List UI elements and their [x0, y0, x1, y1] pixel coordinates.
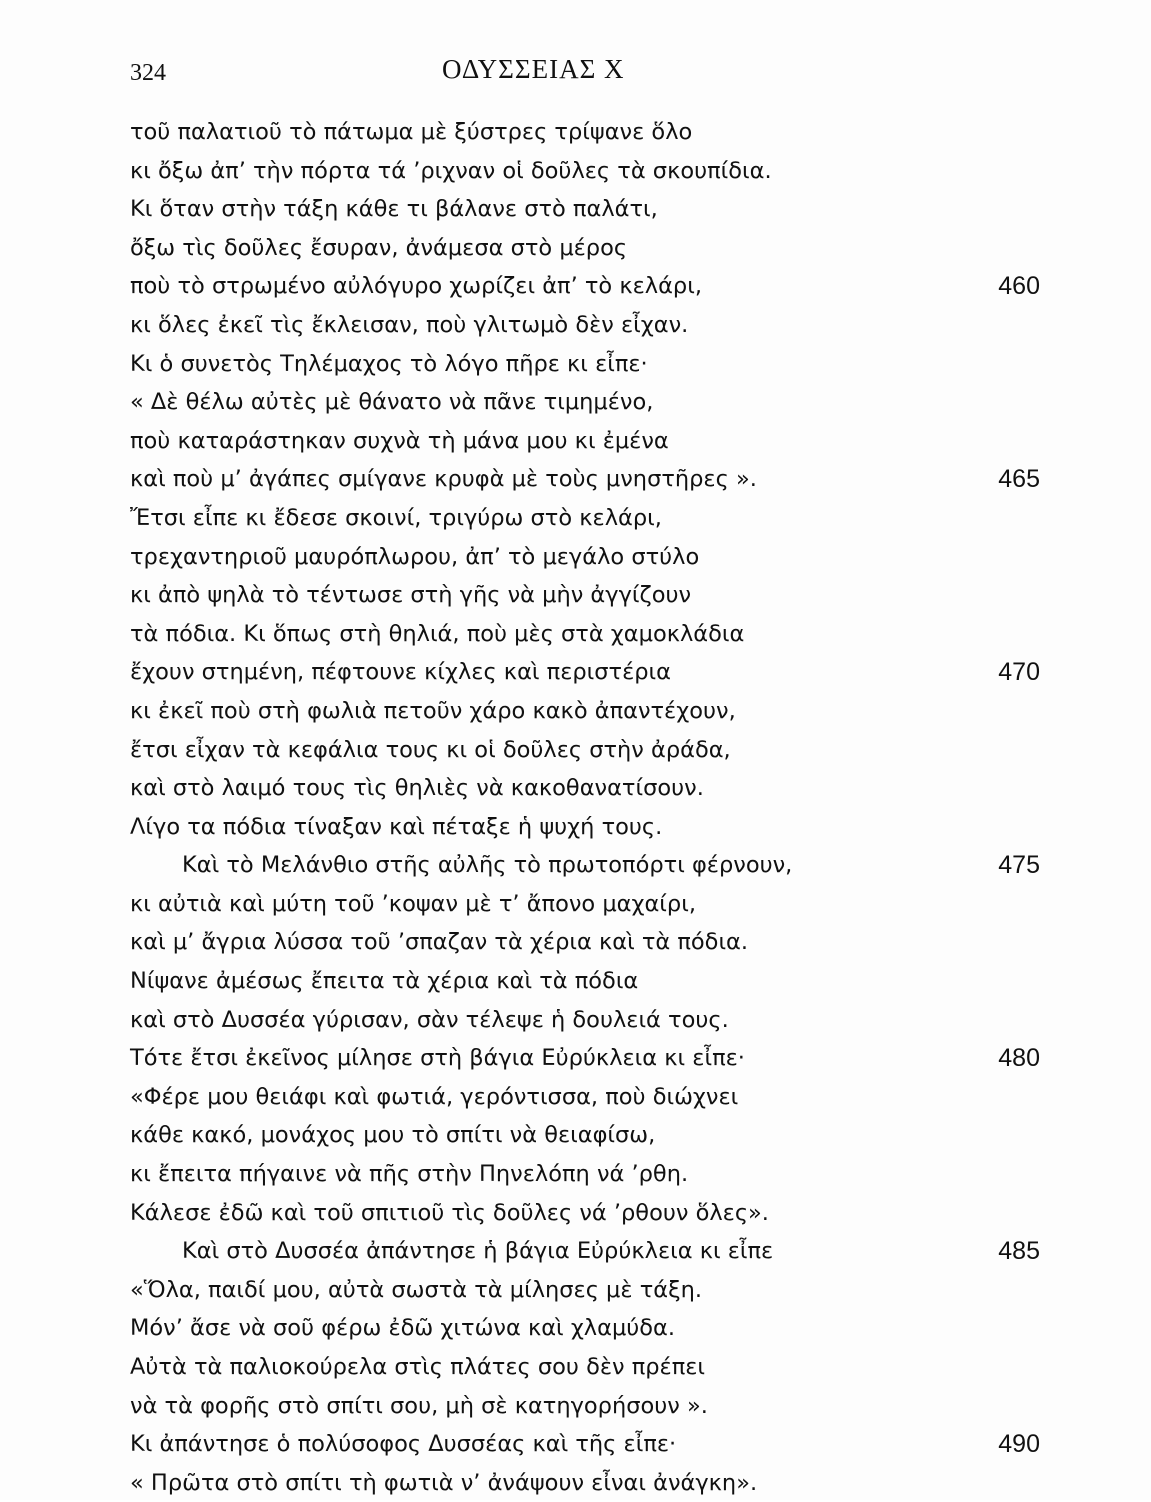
- verse-text: «Φέρε μου θειάφι καὶ φωτιά, γερόντισσα, ποὺ διώχνει: [130, 1083, 739, 1110]
- verse-text: κι ὅλες ἐκεῖ τὶς ἔκλεισαν, ποὺ γλιτωμὸ δὲν εἶχαν.: [130, 311, 689, 338]
- verse-text: νὰ τὰ φορῆς στὸ σπίτι σου, μὴ σὲ κατηγορήσουν ».: [130, 1392, 708, 1419]
- line-number: 460: [998, 272, 1040, 301]
- verse-line: [130, 538, 1040, 577]
- verse-line: [130, 190, 1040, 229]
- verse-line: [130, 808, 1040, 847]
- verse-line: [130, 1348, 1040, 1387]
- line-number: 490: [998, 1430, 1040, 1459]
- verse-line: [130, 1039, 1040, 1078]
- verse-line: [130, 345, 1040, 384]
- verse-text: Κι ἀπάντησε ὁ πολύσοφος Δυσσέας καὶ τῆς εἶπε·: [130, 1431, 677, 1458]
- verse-line: [130, 615, 1040, 654]
- verse-text: κι αὐτιὰ καὶ μύτη τοῦ ’κοψαν μὲ τ’ ἄπονο μαχαίρι,: [130, 890, 696, 917]
- verse-line: [130, 885, 1040, 924]
- line-number: 475: [998, 851, 1040, 880]
- verse-line: [130, 1078, 1040, 1117]
- page-number: 324: [130, 60, 166, 86]
- verse-text: τὰ πόδια. Κι ὅπως στὴ θηλιά, ποὺ μὲς στὰ χαμοκλάδια: [130, 620, 745, 647]
- verse-line: [130, 1194, 1040, 1233]
- verse-text: κι ἐκεῖ ποὺ στὴ φωλιὰ πετοῦν χάρο κακὸ ἀπαντέχουν,: [130, 697, 736, 724]
- verse-line: [130, 1001, 1040, 1040]
- running-title: ΟΔΥΣΣΕΙΑΣ Χ: [442, 54, 625, 84]
- verse-line: [130, 923, 1040, 962]
- verse-line: [130, 962, 1040, 1001]
- verse-text: κι ἀπὸ ψηλὰ τὸ τέντωσε στὴ γῆς νὰ μὴν ἀγγίζουν: [130, 582, 692, 609]
- verse-line: [130, 576, 1040, 615]
- verse-line: [130, 422, 1040, 461]
- verse-text: κι ἔπειτα πήγαινε νὰ πῆς στὴν Πηνελόπη νά ’ρθη.: [130, 1161, 689, 1188]
- verse-text: καὶ μ’ ἄγρια λύσσα τοῦ ’σπαζαν τὰ χέρια καὶ τὰ πόδια.: [130, 929, 749, 956]
- verse-text: Μόν’ ἄσε νὰ σοῦ φέρω ἐδῶ χιτώνα καὶ χλαμύδα.: [130, 1315, 676, 1342]
- line-number: 480: [998, 1044, 1040, 1073]
- verse-text: τρεχαντηριοῦ μαυρόπλωρου, ἀπ’ τὸ μεγάλο στύλο: [130, 543, 700, 570]
- verse-line: [130, 1309, 1040, 1348]
- verse-line: [130, 769, 1040, 808]
- verse-line: [130, 499, 1040, 538]
- verse-line: [130, 267, 1040, 306]
- verse-text: καὶ ποὺ μ’ ἀγάπες σμίγανε κρυφὰ μὲ τοὺς μνηστῆρες ».: [130, 466, 757, 493]
- verse-text: «Ὅλα, παιδί μου, αὐτὰ σωστὰ τὰ μίλησες μὲ τάξη.: [130, 1276, 703, 1303]
- verse-line: [130, 1271, 1040, 1310]
- verse-line: [130, 1387, 1040, 1426]
- verse-line: [130, 1464, 1040, 1502]
- verse-text: καὶ στὸ Δυσσέα γύρισαν, σὰν τέλεψε ἡ δουλειά τους.: [130, 1006, 729, 1033]
- verse-line: [130, 1425, 1040, 1464]
- verse-line: [130, 1232, 1040, 1271]
- verse-line: [130, 306, 1040, 345]
- verse-text: Κι ὅταν στὴν τάξη κάθε τι βάλανε στὸ παλάτι,: [130, 196, 658, 223]
- verse-line: [130, 460, 1040, 499]
- verse-text: Λίγο τα πόδια τίναξαν καὶ πέταξε ἡ ψυχή τους.: [130, 813, 663, 840]
- verse-line: [130, 653, 1040, 692]
- line-number: 485: [998, 1237, 1040, 1266]
- verse-line: [130, 113, 1040, 152]
- verse-text: Καὶ τὸ Μελάνθιο στῆς αὐλῆς τὸ πρωτοπόρτι φέρνουν,: [182, 852, 793, 879]
- verse-text: ποὺ τὸ στρωμένο αὐλόγυρο χωρίζει ἀπ’ τὸ κελάρι,: [130, 273, 702, 300]
- line-number: 470: [998, 658, 1040, 687]
- verse-text: Κάλεσε ἐδῶ καὶ τοῦ σπιτιοῦ τὶς δοῦλες νά ’ρθουν ὅλες».: [130, 1199, 769, 1226]
- verse-line: [130, 1155, 1040, 1194]
- verse-line: [130, 692, 1040, 731]
- verse-line: [130, 152, 1040, 191]
- verse-text: « Πρῶτα στὸ σπίτι τὴ φωτιὰ ν’ ἀνάψουν εἶναι ἀνάγκη».: [130, 1469, 758, 1496]
- verse-text: καὶ στὸ λαιμό τους τὶς θηλιὲς νὰ κακοθανατίσουν.: [130, 775, 704, 802]
- verse-text: ὄξω τὶς δοῦλες ἔσυραν, ἀνάμεσα στὸ μέρος: [130, 234, 628, 261]
- verse-text: κι ὄξω ἀπ’ τὴν πόρτα τά ’ριχναν οἱ δοῦλες τὰ σκουπίδια.: [130, 157, 772, 184]
- page-header: [0, 52, 1151, 92]
- verse-text: κάθε κακό, μονάχος μου τὸ σπίτι νὰ θειαφίσω,: [130, 1122, 656, 1149]
- verse-text: Καὶ στὸ Δυσσέα ἀπάντησε ἡ βάγια Εὐρύκλεια κι εἶπε: [182, 1238, 774, 1265]
- verse-text: Τότε ἔτσι ἐκεῖνος μίλησε στὴ βάγια Εὐρύκλεια κι εἶπε·: [130, 1045, 745, 1072]
- verse-text: Κι ὁ συνετὸς Τηλέμαχος τὸ λόγο πῆρε κι εἶπε·: [130, 350, 648, 377]
- verse-line: [130, 383, 1040, 422]
- verse-line: [130, 731, 1040, 770]
- line-number: 465: [998, 465, 1040, 494]
- verse-line: [130, 1116, 1040, 1155]
- verse-line: [130, 846, 1040, 885]
- verse-text: « Δὲ θέλω αὐτὲς μὲ θάνατο νὰ πᾶνε τιμημένο,: [130, 389, 654, 416]
- verse-text: Αὐτὰ τὰ παλιοκούρελα στὶς πλάτες σου δὲν πρέπει: [130, 1354, 706, 1380]
- verse-block: [130, 113, 1040, 1502]
- verse-text: ἔτσι εἶχαν τὰ κεφάλια τους κι οἱ δοῦλες στὴν ἀράδα,: [130, 736, 731, 763]
- verse-text: ἔχουν στημένη, πέφτουνε κίχλες καὶ περιστέρια: [130, 659, 671, 686]
- verse-text: Ἔτσι εἶπε κι ἔδεσε σκοινί, τριγύρω στὸ κελάρι,: [130, 504, 662, 531]
- verse-text: τοῦ παλατιοῦ τὸ πάτωμα μὲ ξύστρες τρίψανε ὅλο: [130, 119, 693, 145]
- verse-text: Νίψανε ἀμέσως ἔπειτα τὰ χέρια καὶ τὰ πόδια: [130, 968, 639, 995]
- verse-text: ποὺ καταράστηκαν συχνὰ τὴ μάνα μου κι ἐμένα: [130, 427, 669, 454]
- verse-line: [130, 229, 1040, 268]
